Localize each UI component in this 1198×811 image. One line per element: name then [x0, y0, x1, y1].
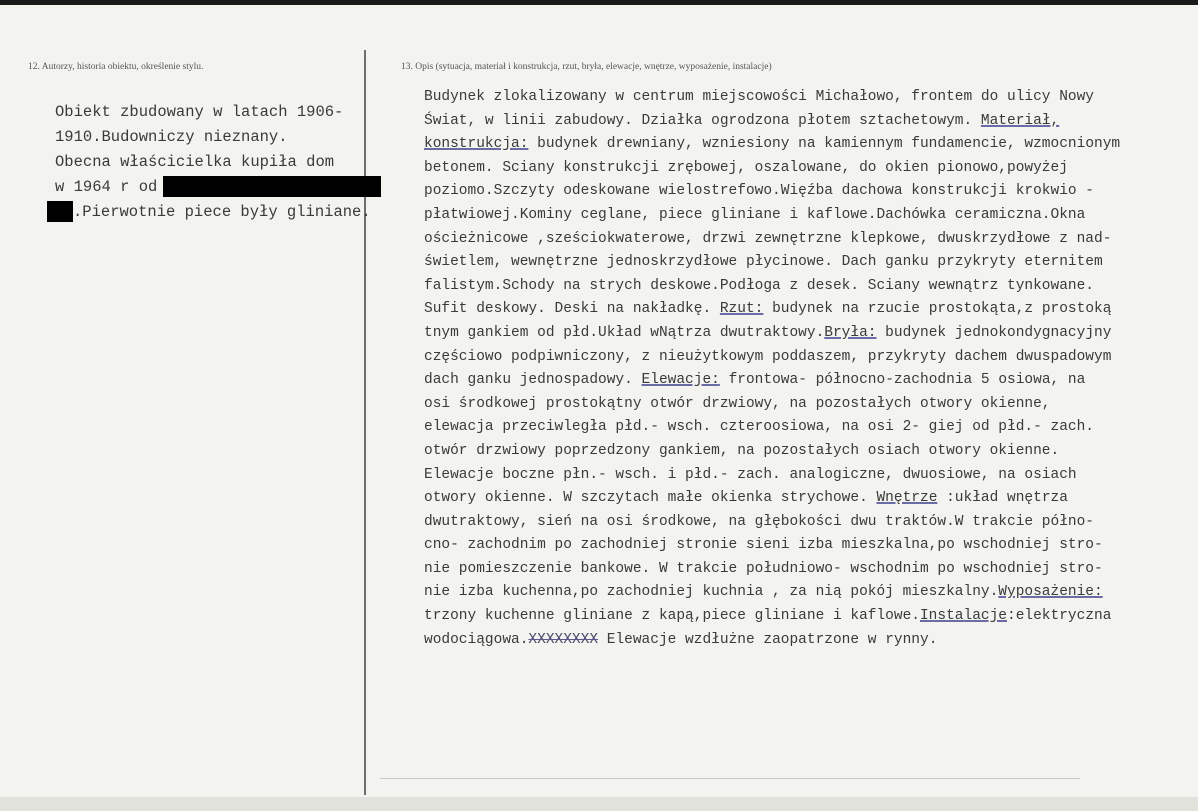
- scan-top-edge: [0, 0, 1198, 5]
- underlined-heading: Elewacje:: [641, 372, 720, 389]
- text-line: nie pomieszczenie bankowe. W trakcie południowo- wschodnim po wschodniej stro-: [424, 560, 1103, 577]
- text-line: częściowo podpiwniczony, z nieużytkowym poddaszem, przykryty dachem dwuspadowym: [424, 348, 1112, 365]
- struck-out-text: XXXXXXXX: [528, 631, 599, 648]
- underlined-heading: Wnętrze: [876, 490, 938, 507]
- history-text-block: [55, 100, 371, 225]
- text-line: płatwiowej.Kominy ceglane, piece gliniane i kaflowe.Dachówka ceramiczna.Okna: [424, 206, 1086, 223]
- underlined-heading: Rzut:: [719, 301, 764, 318]
- text-line: cno- zachodnim po zachodniej stronie sieni izba mieszkalna,po wschodniej stro-: [424, 537, 1103, 554]
- underlined-heading: konstrukcja:: [424, 136, 529, 153]
- text-segment: Świat, w linii zabudowy. Działka ogrodzona płotem sztachetowym.: [424, 112, 973, 129]
- text-line: [424, 581, 1192, 605]
- underlined-heading: Materiał,: [980, 112, 1060, 129]
- text-line: [424, 322, 1192, 346]
- text-line: [424, 487, 1192, 511]
- text-line: 1910.Budowniczy nieznany.: [55, 128, 288, 146]
- text-segment: budynek na rzucie prostokąta,z prostoką: [763, 301, 1112, 318]
- text-line: betonem. Sciany konstrukcji zrębowej, oszalowane, do okien pionowo,powyżej: [424, 159, 1068, 176]
- description-text-block: [424, 86, 1192, 652]
- redaction-bar: [47, 201, 73, 222]
- text-line: [424, 298, 1192, 322]
- text-segment: budynek drewniany, wzniesiony na kamiennym fundamencie, wzmocnionym: [528, 136, 1121, 153]
- text-line: falistym.Schody na strych deskowe.Podłoga z desek. Sciany wewnątrz tynkowane.: [424, 277, 1095, 294]
- text-segment: .Pierwotnie piece były gliniane.: [73, 203, 371, 221]
- text-line: Elewacje boczne płn.- wsch. i płd.- zach. analogiczne, dwuosiowe, na osiach: [424, 466, 1077, 483]
- text-segment: :układ wnętrza: [937, 490, 1068, 507]
- text-segment: frontowa- północno-zachodnia 5 osiowa, na: [719, 372, 1086, 389]
- text-line: poziomo.Szczyty odeskowane wielostrefowo.Więźba dachowa konstrukcji krokwio -: [424, 183, 1095, 200]
- text-line: [424, 605, 1192, 629]
- text-segment: Sufit deskowy. Deski na nakładkę.: [424, 301, 720, 318]
- text-segment: budynek jednokondygnacyjny: [876, 324, 1112, 341]
- text-line: dwutraktowy, sień na osi środkowe, na głębokości dwu traktów.W trakcie półno-: [424, 513, 1095, 530]
- text-line: [424, 369, 1192, 393]
- field-12-header: 12. Autorzy, historia obiektu, określenie stylu.: [28, 62, 204, 72]
- text-segment: dach ganku jednospadowy.: [424, 372, 642, 389]
- text-segment: trzony kuchenne gliniane z kapą,piece gliniane i kaflowe.: [424, 608, 920, 625]
- text-segment: otwory okienne. W szczytach małe okienka strychowe.: [424, 490, 877, 507]
- text-line: elewacja przeciwległa płd.- wsch. czteroosiowa, na osi 2- giej od płd.- zach.: [424, 419, 1095, 436]
- text-line: Budynek zlokalizowany w centrum miejscowości Michałowo, frontem do ulicy Nowy: [424, 89, 1095, 105]
- text-segment: w 1964 r od: [55, 178, 158, 196]
- text-line: Obiekt zbudowany w latach 1906-: [55, 103, 344, 121]
- text-line: świetlem, wewnętrzne jednoskrzydłowe płycinowe. Dach ganku przykryty eternitem: [424, 254, 1103, 271]
- field-13-header: 13. Opis (sytuacja, materiał i konstrukcja, rzut, bryła, elewacje, wnętrze, wyposażenie, instalacje): [401, 62, 772, 72]
- text-segment: Elewacje wzdłużne zaopatrzone w rynny.: [598, 631, 938, 648]
- text-line: [424, 133, 1192, 157]
- scan-bottom-edge: [0, 797, 1198, 811]
- underlined-heading: Bryła:: [824, 324, 877, 341]
- faint-bleed-line: [380, 778, 1080, 779]
- text-line: [424, 629, 1192, 653]
- underlined-heading: Wyposażenie:: [998, 584, 1103, 601]
- text-line: ościeżnicowe ,sześciokwaterowe, drzwi zewnętrzne klepkowe, dwuskrzydłowe z nad-: [424, 230, 1112, 247]
- text-line: osi środkowej prostokątny otwór drzwiowy, na pozostałych otwory okienne,: [424, 395, 1051, 412]
- text-segment: tnym gankiem od płd.Układ wNątrza dwutraktowy.: [424, 324, 825, 341]
- redaction-bar: [163, 176, 381, 197]
- text-line: [55, 200, 371, 225]
- text-line: [55, 175, 365, 200]
- text-line: [424, 110, 1192, 134]
- text-line: otwór drzwiowy poprzedzony gankiem, na pozostałych osiach otwory okienne.: [424, 442, 1060, 459]
- text-segment: nie izba kuchenna,po zachodniej kuchnia , za nią pokój mieszkalny.: [424, 584, 999, 601]
- text-segment: wodociągowa.: [424, 631, 529, 648]
- text-segment: :elektryczna: [1007, 608, 1112, 625]
- underlined-heading: Instalacje: [919, 608, 1007, 625]
- text-line: Obecna właścicielka kupiła dom: [55, 153, 335, 171]
